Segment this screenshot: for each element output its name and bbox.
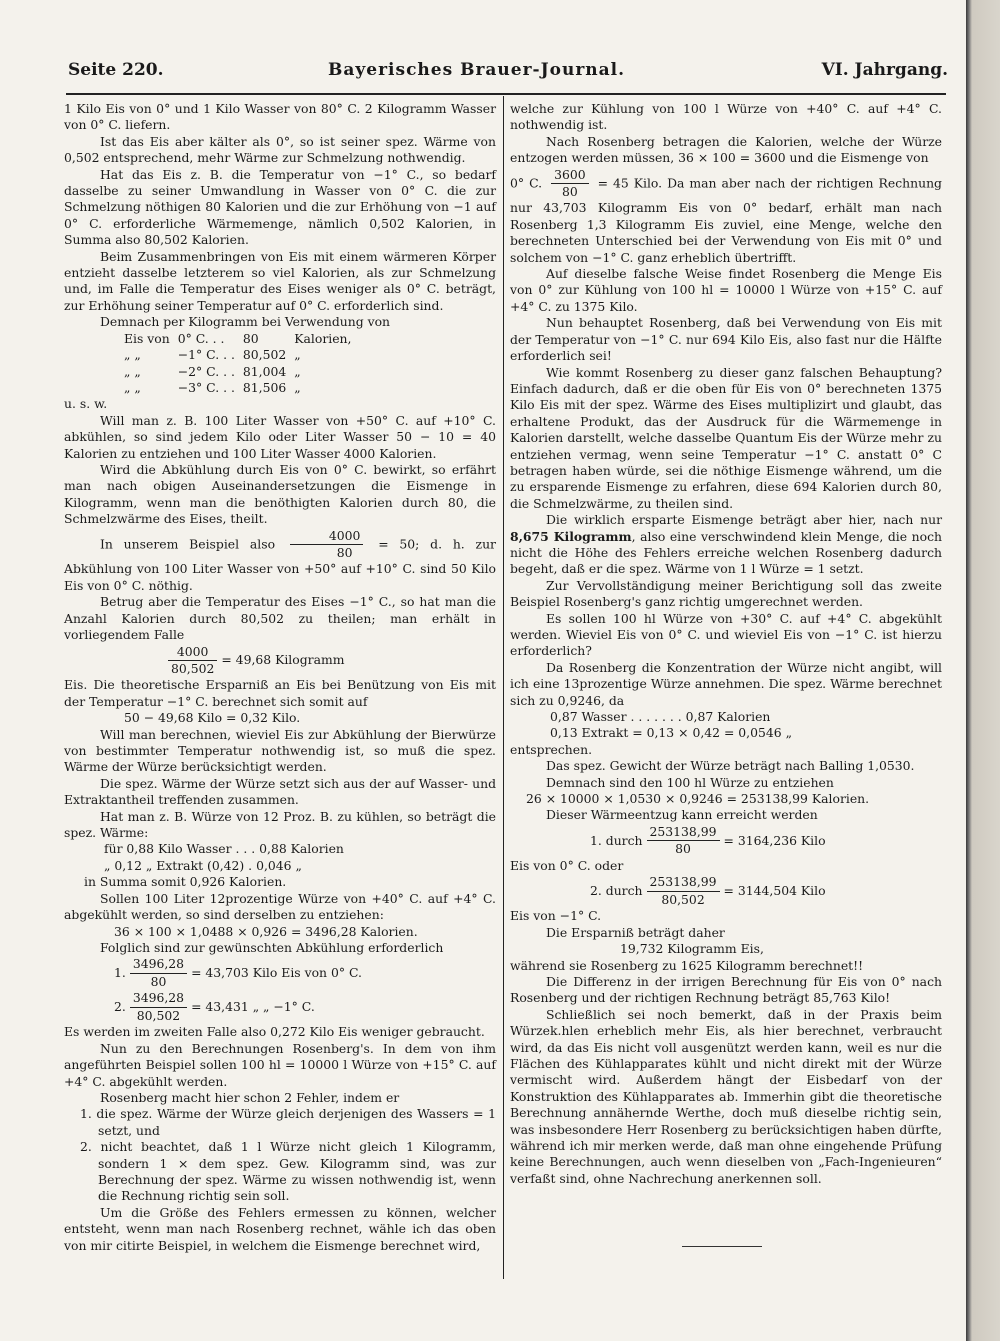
paragraph: entsprechen. bbox=[510, 741, 593, 757]
paragraph: Eis. Die theoretische Ersparniß an Eis bei Benützung von Eis mit der Temperatur −1° C. berechnet sich somit auf bbox=[64, 677, 496, 709]
equation: 1. $\frac{3496,28}{80}$ = 43,703 Kilo Eis von 0° C. bbox=[114, 956, 362, 989]
left-column bbox=[64, 101, 496, 1254]
paragraph: Nun behauptet Rosenberg, daß bei Verwendung von Eis mit der Temperatur von −1° C. nur 694 Kilo Eis, also fast nur die Hälfte erforderlich sei! bbox=[510, 315, 942, 364]
fraction: $\frac{253138,99}{80,502}$ bbox=[647, 874, 720, 908]
paragraph: Die spez. Wärme der Würze setzt sich aus der auf Wasser- und Extraktantheil treffenden zusammen. bbox=[64, 775, 496, 808]
right-column bbox=[510, 101, 942, 1187]
page-header bbox=[68, 60, 948, 86]
paragraph: Nun zu den Berechnungen Rosenberg's. In dem von ihm angeführten Beispiel sollen 100 hl = 10000 l Würze von +15° C. auf +4° C. abgekühlt werden. bbox=[64, 1040, 496, 1089]
paragraph: 19,732 Kilogramm Eis, bbox=[620, 941, 764, 957]
calorie-table bbox=[124, 331, 359, 397]
column-divider bbox=[503, 96, 504, 1279]
paragraph: Beim Zusammenbringen von Eis mit einem wärmeren Körper entzieht dasselbe letzterem so viel Kalorien, als zur Schmelzung und, im Falle die Temperatur des Eises weniger als 0° C. beträgt, zur Erhöhung seiner Temperatur auf 0° C. erforderlich sind. bbox=[64, 248, 496, 313]
paragraph: Es werden im zweiten Falle also 0,272 Kilo Eis weniger gebraucht. bbox=[64, 1024, 485, 1040]
fraction: $\frac{4000}{80}$ bbox=[290, 528, 364, 562]
journal-title: Bayerisches Brauer-Journal. bbox=[328, 60, 626, 80]
paragraph: Um die Größe des Fehlers ermessen zu können, welcher entsteht, wenn man nach Rosenberg rechnet, wähle ich das oben von mir citirte Beispiel, in welchem die Eismenge berechnet wird, bbox=[64, 1204, 496, 1253]
paragraph: Folglich sind zur gewünschten Abkühlung erforderlich bbox=[100, 939, 444, 955]
paragraph: Will man z. B. 100 Liter Wasser von +50° C. auf +10° C. abkühlen, so sind jedem Kilo oder Liter Wasser 50 − 10 = 40 Kalorien zu entziehen und 100 Liter Wasser 4000 Kalorien. bbox=[64, 412, 496, 461]
paragraph: Eis von 0° C. oder bbox=[510, 857, 624, 873]
paragraph: Will man berechnen, wieviel Eis zur Abkühlung der Bierwürze von bestimmter Temperatur nothwendig ist, so muß die spez. Wärme der Würze berücksichtigt werden. bbox=[64, 726, 496, 775]
table-row: „ „ −2° C. . . 81,004 „ bbox=[124, 363, 301, 379]
table-row: Eis von 0° C. . . 80 Kalorien, bbox=[124, 330, 352, 346]
paragraph: Demnach sind den 100 hl Würze zu entziehen bbox=[546, 774, 834, 790]
paragraph: Betrug aber die Temperatur des Eises −1° C., so hat man die Anzahl Kalorien durch 80,502 zu theilen; man erhält in vorliegendem Falle bbox=[64, 594, 496, 642]
paragraph: Schließlich sei noch bemerkt, daß in der Praxis beim Würzek.hlen erheblich mehr Eis, als hier berechnet, verbraucht wird, da das Eis nicht voll ausgenützt werden kann, weil es nur die Flächen des Kühlapparates kühlt und nicht direkt mit der Würze vermischt wird. Außerdem hängt der Eisbedarf von der Konstruktion des Kühlapparates ab. Immerhin gibt die theoretische Berechnung annähernde Werthe, doch muß dieselbe richtig sein, was insbesondere Herr Rosenberg zu berücksichtigen haben dürfte, während ich mir merken werde, daß man ohne eingehende Prüfung keine Berechnungen, auch wenn dieselben von „Fach-Ingenieuren“ verfaßt sind, ohne Nachrechung anerkennen soll. bbox=[510, 1006, 942, 1186]
paragraph: 0,13 Extrakt = 0,13 × 0,42 = 0,0546 „ bbox=[550, 725, 793, 741]
paragraph: Zur Vervollständigung meiner Berichtigung soll das zweite Beispiel Rosenberg's ganz richtig umgerechnet werden. bbox=[510, 577, 942, 610]
paragraph: u. s. w. bbox=[64, 396, 108, 412]
paragraph: 0,87 Wasser . . . . . . . 0,87 Kalorien bbox=[550, 709, 771, 725]
paragraph: 1 Kilo Eis von 0° und 1 Kilo Wasser von 80° C. 2 Kilogramm Wasser von 0° C. liefern. bbox=[64, 101, 496, 133]
equation: 2. durch $\frac{253138,99}{80,502}$ = 3144,504 Kilo bbox=[590, 874, 826, 907]
fraction: $\frac{3600}{80}$ bbox=[551, 167, 589, 201]
paragraph: Die Ersparniß beträgt daher bbox=[546, 924, 725, 940]
paragraph: Die wirklich ersparte Eismenge beträgt aber hier, nach nur 8,675 Kilogramm, also eine verschwindend klein Menge, die noch nicht die Höhe des Fehlers erreiche welchen Rosenberg dadurch begeht, daß er die spez. Wärme von 1 l Würze = 1 setzt. bbox=[510, 512, 942, 577]
paragraph: „ 0,12 „ Extrakt (0,42) . 0,046 „ bbox=[104, 857, 302, 873]
equation: $\frac{4000}{80,502}$ = 49,68 Kilogramm bbox=[64, 643, 496, 677]
volume-label: VI. Jahrgang. bbox=[821, 60, 948, 80]
paragraph: Wie kommt Rosenberg zu dieser ganz falschen Behauptung? Einfach dadurch, daß er die oben für Eis von 0° berechneten 1375 Kilo Eis mit der spez. Wärme des Eises multiplizirt und glaubt, das erhaltene Produkt, das der Ausdruck für die Wärmemenge in Kalorien darstellt, welche dasselbe Quantum Eis der Würze mehr zu entziehen vermag, wenn seine Temperatur −1° C. anstatt 0° C betragen haben würde, sei die nöthige Eismenge während, um die zu ersparende Eismenge zu erfahren, diese 694 Kalorien durch 80, die Schmelzwärme, zu theilen sind. bbox=[510, 364, 942, 511]
paragraph: Dieser Wärmeentzug kann erreicht werden bbox=[546, 807, 818, 823]
table-row: „ „ −3° C. . . 81,506 „ bbox=[124, 379, 301, 395]
paragraph: In unserem Beispiel also $\frac{4000}{80}$ = 50; d. h. zur Abkühlung von 100 Liter Wasser von +50° auf +10° C. sind 50 Kilo Eis von 0° C. nöthig. bbox=[64, 527, 496, 593]
fraction: $\frac{3496,28}{80,502}$ bbox=[130, 990, 187, 1024]
paragraph: in Summa somit 0,926 Kalorien. bbox=[84, 874, 287, 890]
paragraph: Die Differenz in der irrigen Berechnung für Eis von 0° nach Rosenberg und der richtigen Rechnung beträgt 85,763 Kilo! bbox=[510, 973, 942, 1006]
header-rule bbox=[66, 93, 946, 95]
paragraph: Hat das Eis z. B. die Temperatur von −1° C., so bedarf dasselbe zu seiner Umwandlung in Wasser von 0° C. die zur Schmelzung nöthigen 80 Kalorien und die zur Erhöhung von −1 auf 0° C. erforderliche Wärmemenge, nämlich 0,502 Kalorien, in Summa also 80,502 Kalorien. bbox=[64, 166, 496, 248]
paragraph: Es sollen 100 hl Würze von +30° C. auf +4° C. abgekühlt werden. Wieviel Eis von 0° C. und wieviel Eis von −1° C. ist hierzu erforderlich? bbox=[510, 610, 942, 659]
paragraph: 1. die spez. Wärme der Würze gleich derjenigen des Wassers = 1 setzt, und bbox=[80, 1106, 496, 1138]
paragraph: Eis von −1° C. bbox=[510, 908, 602, 924]
paragraph: für 0,88 Kilo Wasser . . . 0,88 Kalorien bbox=[104, 841, 344, 857]
table-row: „ „ −1° C. . . 80,502 „ bbox=[124, 347, 301, 363]
paragraph: Sollen 100 Liter 12prozentige Würze von +40° C. auf +4° C. abgekühlt werden, so sind derselben zu entziehen: bbox=[64, 890, 496, 923]
paragraph: Rosenberg macht hier schon 2 Fehler, indem er bbox=[100, 1089, 400, 1105]
page-edge bbox=[966, 0, 1000, 1341]
paragraph: welche zur Kühlung von 100 l Würze von +40° C. auf +4° C. nothwendig ist. bbox=[510, 101, 942, 133]
fraction: $\frac{3496,28}{80}$ bbox=[130, 956, 187, 990]
paragraph: Nach Rosenberg betragen die Kalorien, welche der Würze entzogen werden müssen, 36 × 100 = 3600 und die Eismenge von bbox=[510, 133, 942, 166]
paragraph: Wird die Abkühlung durch Eis von 0° C. bewirkt, so erfährt man nach obigen Auseinandersetzungen die Eismenge in Kilogramm, wenn man die benöthigten Kalorien durch 80, die Schmelzwärme des Eises, theilt. bbox=[64, 461, 496, 527]
paragraph: 50 − 49,68 Kilo = 0,32 Kilo. bbox=[124, 710, 301, 726]
fraction: $\frac{253138,99}{80}$ bbox=[647, 824, 720, 858]
paragraph: Demnach per Kilogramm bei Verwendung von bbox=[100, 314, 391, 330]
paragraph: Hat man z. B. Würze von 12 Proz. B. zu kühlen, so beträgt die spez. Wärme: bbox=[64, 808, 496, 841]
paragraph: 2. nicht beachtet, daß 1 l Würze nicht gleich 1 Kilogramm, sondern 1 × dem spez. Gew. Kilogramm sind, was zur Berechnung der spez. Wärme zu wissen nothwendig ist, wenn die Rechnung richtig sein soll. bbox=[80, 1139, 496, 1204]
fraction: $\frac{4000}{80,502}$ bbox=[168, 644, 217, 678]
paragraph: Das spez. Gewicht der Würze beträgt nach Balling 1,0530. bbox=[546, 758, 915, 774]
paragraph: 0° C. $\frac{3600}{80}$ = 45 Kilo. Da man aber nach der richtigen Rechnung nur 43,703 Kilogramm Eis von 0° bedarf, erhält man nach Rosenberg 1,3 Kilogramm Eis zuviel, eine Menge, welche den berechneten Unterschied bei der Verwendung von Eis mit 0° und solchem von −1° C. ganz erheblich übertrifft. bbox=[510, 166, 942, 265]
paragraph: während sie Rosenberg zu 1625 Kilogramm berechnet!! bbox=[510, 957, 864, 973]
equation: 2. $\frac{3496,28}{80,502}$ = 43,431 „ „ −1° C. bbox=[114, 990, 315, 1023]
paragraph: 36 × 100 × 1,0488 × 0,926 = 3496,28 Kalorien. bbox=[114, 923, 418, 939]
paragraph: 26 × 10000 × 1,0530 × 0,9246 = 253138,99 Kalorien. bbox=[526, 791, 870, 807]
paragraph: Ist das Eis aber kälter als 0°, so ist seiner spez. Wärme von 0,502 entsprechend, mehr Wärme zur Schmelzung nothwendig. bbox=[64, 133, 496, 166]
paragraph: Da Rosenberg die Konzentration der Würze nicht angibt, will ich eine 13prozentige Würze annehmen. Die spez. Wärme berechnet sich zu 0,9246, da bbox=[510, 659, 942, 708]
paragraph: Auf dieselbe falsche Weise findet Rosenberg die Menge Eis von 0° zur Kühlung von 100 hl = 10000 l Würze von +15° C. auf +4° C. zu 1375 Kilo. bbox=[510, 266, 942, 314]
end-rule bbox=[682, 1246, 762, 1247]
page-number: Seite 220. bbox=[68, 60, 164, 80]
equation: 1. durch $\frac{253138,99}{80}$ = 3164,236 Kilo bbox=[590, 823, 826, 857]
